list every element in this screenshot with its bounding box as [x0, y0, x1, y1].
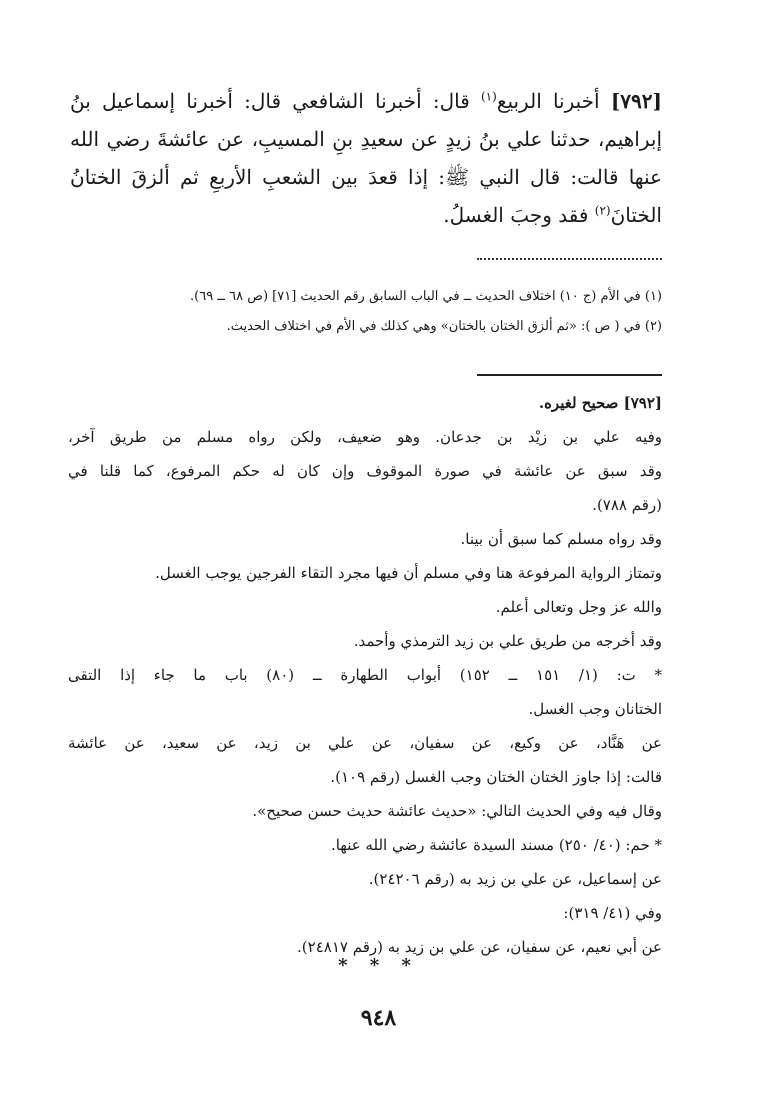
takhrij-line: عن أبي نعيم، عن سفيان، عن علي بن زيد به (رقم ٢٤٨١٧).	[297, 938, 662, 956]
takhrij-line: * حم: (٤٠/ ٢٥٠) مسند السيدة عائشة رضي الله عنها.	[330, 836, 662, 854]
takhrij-line: وقال فيه وفي الحديث التالي: «حديث عائشة حديث حسن صحيح».	[252, 802, 662, 820]
footnote-ref-1: (١)	[480, 89, 497, 104]
takhrij-line: وقد سبق عن عائشة في صورة الموقوف وإن كان له حكم المرفوع، كما قلنا في	[68, 462, 662, 480]
page-number: ٩٤٨	[360, 1005, 397, 1031]
hadith-body-2: فقد وجبَ الغسلُ.	[443, 203, 589, 227]
hadith-text	[70, 82, 662, 234]
takhrij-line: الختانان وجب الغسل.	[528, 700, 662, 718]
takhrij-line: عن هَنَّاد، عن وكيع، عن سفيان، عن علي بن زيد، عن سعيد، عن عائشة	[68, 734, 662, 752]
footnote-2: (٢) في ( ص ): «ثم ألزق الختان بالختان» وهي كذلك في الأم في اختلاف الحديث.	[226, 319, 662, 334]
takhrij-heading: [٧٩٢] صحيح لغيره.	[538, 394, 662, 412]
takhrij-line: (رقم ٧٨٨).	[592, 496, 662, 514]
hadith-number: [٧٩٢]	[610, 89, 662, 113]
section-divider	[477, 374, 662, 376]
takhrij-line: وقد رواه مسلم كما سبق أن بينا.	[460, 530, 662, 548]
hadith-body-1: قال: أخبرنا الشافعي قال: أخبرنا إسماعيل بنُ إبراهيم، حدثنا علي بنُ زيدٍ عن سعيدِ بنِ المسيبِ، عن عائشةَ رضي الله عنها قالت: قال النبي ﷺ: إذا قعدَ بين الشعبِ الأربعِ ثم ألزقَ الختانُ الختانَ	[70, 89, 662, 227]
hadith-lead: أخبرنا الربيع	[496, 89, 600, 113]
footnote-1: (١) في الأم (ج ١٠) اختلاف الحديث ــ في الباب السابق رقم الحديث [٧١] (ص ٦٨ ــ ٦٩).	[190, 289, 662, 304]
takhrij-line: وقد أخرجه من طريق علي بن زيد الترمذي وأحمد.	[353, 632, 662, 650]
takhrij-line: وفيه علي بن زيْد بن جدعان. وهو ضعيف، ولكن رواه مسلم من طريق آخر،	[68, 428, 662, 446]
takhrij-line: عن إسماعيل، عن علي بن زيد به (رقم ٢٤٢٠٦).	[368, 870, 662, 888]
takhrij-line: * ت: (١/ ١٥١ ــ ١٥٢) أبواب الطهارة ــ (٨٠) باب ما جاء إذا التقى	[68, 666, 662, 684]
footnote-ref-2: (٢)	[594, 203, 611, 218]
section-end-stars: * * *	[338, 955, 419, 976]
footnote-separator	[477, 258, 662, 260]
takhrij-line: وفي (٤١/ ٣١٩):	[563, 904, 662, 922]
takhrij-line: والله عز وجل وتعالى أعلم.	[495, 598, 662, 616]
takhrij-line: وتمتاز الرواية المرفوعة هنا وفي مسلم أن فيها مجرد التقاء الفرجين يوجب الغسل.	[155, 564, 662, 582]
takhrij-section	[68, 386, 662, 964]
takhrij-line: قالت: إذا جاوز الختان الختان وجب الغسل (رقم ١٠٩).	[330, 768, 662, 786]
